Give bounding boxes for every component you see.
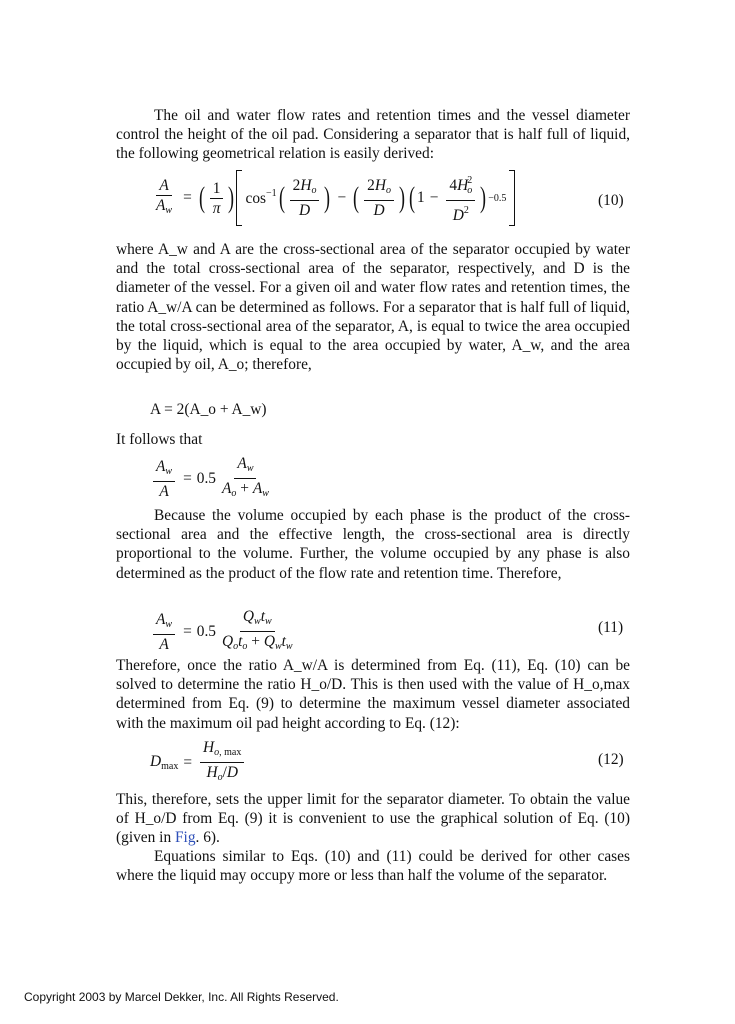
equation-10-number: (10)	[598, 192, 624, 209]
paragraph-where: where A_w and A are the cross-sectional area of the separator occupied by water and the total cross-sectional area of the separator, respectively, and D is the diameter of the vessel. For a given oil and water flow rates and retention times, the ratio A_w/A can be determined as follows. For a separator that is half full of liquid, the total cross-sectional area of the separator, A, is equal to twice the area occupied by the liquid, which is equal to the area occupied by water, A_w, and the area occupied by oil, A_o; therefore,	[116, 241, 630, 374]
paragraph-intro: The oil and water flow rates and retention times and the vessel diameter control the height of the oil pad. Considering a separator that is half full of liquid, the following geometrical relation is easily derived:	[116, 107, 630, 163]
equation-area-ratio: $\frac{A_w}{A}$ = 0.5 $\frac{A_w}{A_o + A_w}$	[150, 455, 275, 502]
paragraph-follows: It follows that	[116, 431, 203, 448]
equation-10: $\frac{A}{A_w}$ = ( $\frac{1}{\pi}$ ) $\cos^{-1}$ ( $\frac{2H_o}{D}$ ) − ( $\frac{2H_o}{D}$ ) ( 1 − $\frac{4H^2_o}{D^2}$ ) −0.5	[150, 170, 515, 226]
equation-11-number: (11)	[598, 619, 624, 636]
copyright-footer: Copyright 2003 by Marcel Dekker, Inc. All Rights Reserved.	[24, 990, 339, 1004]
paragraph-similar: Equations similar to Eqs. (10) and (11) could be derived for other cases where the liquid may occupy more or less than half the volume of the separator.	[116, 848, 630, 885]
equation-12: $D_{max}$ = $\frac{H_{o, max}}{H_o/D}$	[150, 739, 247, 786]
paragraph-upper-limit-end: . 6).	[195, 829, 220, 847]
figure-link[interactable]: Fig	[175, 829, 196, 847]
paragraph-volume: Because the volume occupied by each phase is the product of the cross-sectional area and the effective length, the cross-sectional area is directly proportional to the volume. Further, the volume occupied by any phase is also determined as the product of the flow rate and retention time. Therefore,	[116, 507, 630, 582]
paragraph-upper-limit-text: This, therefore, sets the upper limit for the separator diameter. To obtain the value of H_o/D from Eq. (9) it is convenient to use the graphical solution of Eq. (10) (given in	[116, 791, 630, 847]
equation-12-number: (12)	[598, 751, 624, 768]
paragraph-therefore: Therefore, once the ratio A_w/A is determined from Eq. (11), Eq. (10) can be solved to determine the ratio H_o/D. This is then used with the value of H_o,max determined from Eq. (9) to determine the maximum vessel diameter associated with the maximum oil pad height according to Eq. (12):	[116, 657, 630, 732]
equation-11: $\frac{A_w}{A}$ = 0.5 $\frac{Q_wt_w}{Q_ot_o + Q_wt_w}$	[150, 608, 299, 655]
paragraph-upper-limit	[116, 790, 630, 848]
equation-total-area: A = 2(A_o + A_w)	[150, 401, 267, 418]
